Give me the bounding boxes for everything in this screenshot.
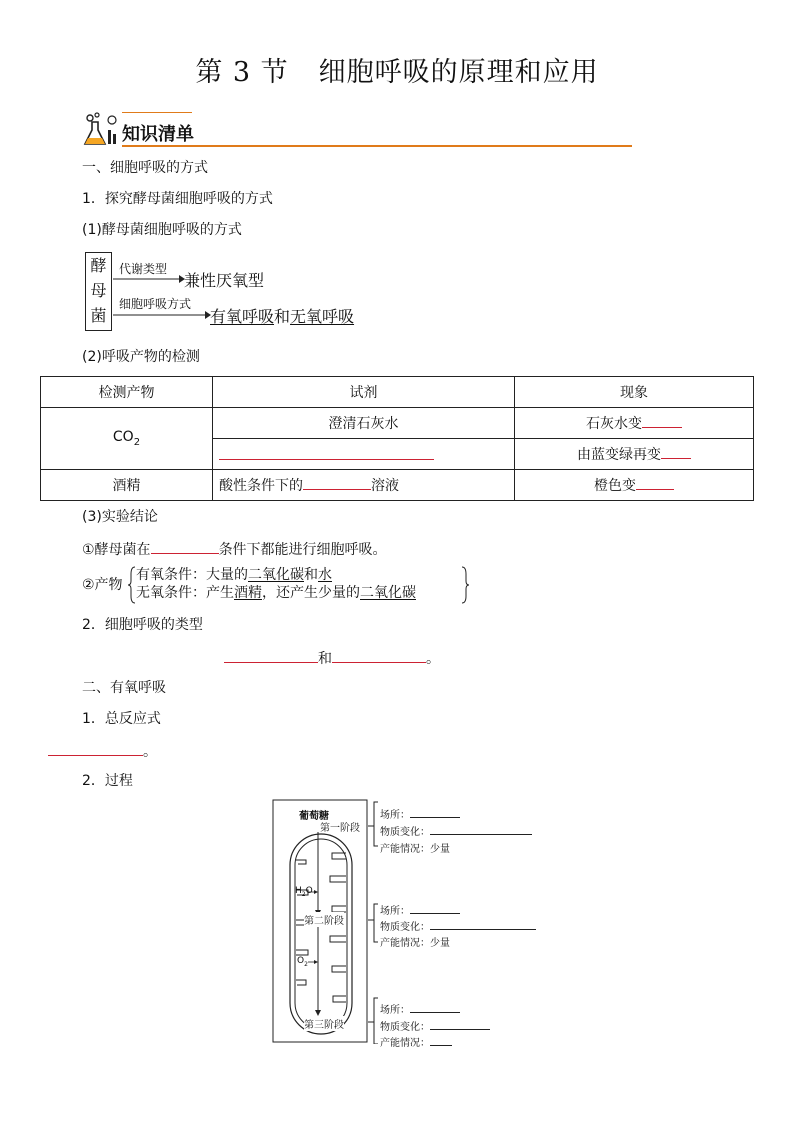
anaerobic-co2: 二氧化碳 <box>360 585 416 601</box>
o2-o: O <box>297 956 305 966</box>
reagent-blank-cell <box>213 439 515 470</box>
stage2-place <box>380 902 460 917</box>
fill-blank[interactable] <box>430 825 532 835</box>
stage1-label: 第一阶段 <box>320 823 360 834</box>
fill-blank[interactable] <box>410 904 460 914</box>
stage3-energy <box>380 1034 452 1049</box>
stage1-energy <box>380 840 450 855</box>
fill-blank[interactable] <box>410 808 460 818</box>
and-text: 和 <box>274 307 291 326</box>
place-label: 场所： <box>380 1005 410 1016</box>
section-name: 细胞呼吸的原理和应用 <box>318 57 599 88</box>
stage2-label: 第二阶段 <box>304 912 344 927</box>
fill-blank[interactable] <box>430 1020 490 1030</box>
arrow1-result: 兼性厌氧型 <box>184 271 265 290</box>
phenomenon-text: 由蓝变绿再变 <box>577 447 661 463</box>
arrow2-result <box>210 304 354 327</box>
left-brace-icon <box>128 566 136 604</box>
aerobic-water: 水 <box>318 567 332 583</box>
stage1-place <box>380 806 460 821</box>
fill-blank[interactable] <box>636 475 674 490</box>
co2-text: CO <box>112 429 134 446</box>
knowledge-banner <box>82 110 632 150</box>
aerobic-and: 和 <box>304 567 318 583</box>
fill-blank[interactable] <box>332 648 426 663</box>
anaerobic-mid: ，还产生少量的 <box>262 585 360 601</box>
alcohol-cell: 酒精 <box>41 470 213 501</box>
right-brace-icon <box>461 566 469 604</box>
fill-blank[interactable] <box>410 1003 460 1013</box>
energy-label: 产能情况： <box>380 938 430 949</box>
h2o-h: H <box>295 886 302 896</box>
banner-bottom-line <box>122 145 632 147</box>
period-text: 。 <box>426 651 440 667</box>
energy-label: 产能情况： <box>380 1038 430 1049</box>
phenomenon-cell <box>515 439 754 470</box>
table-row <box>41 470 754 501</box>
section-number: 第 3 节 <box>195 57 289 88</box>
reagent-text: 溶液 <box>371 478 399 494</box>
conclusion1-pre: ①酵母菌在 <box>82 542 151 558</box>
fill-blank[interactable] <box>661 444 691 459</box>
arrow1-label: 代谢类型 <box>119 262 168 276</box>
yeast-bracket <box>85 252 112 331</box>
table-header: 试剂 <box>213 377 515 408</box>
yeast-char-1: 酵 <box>90 256 107 275</box>
page-title <box>0 50 794 89</box>
anaerobic-respiration: 无氧呼吸 <box>290 307 355 326</box>
reagent-cell <box>213 470 515 501</box>
yeast-char-2: 母 <box>90 281 107 300</box>
banner-label: 知识清单 <box>122 124 194 145</box>
fill-blank[interactable] <box>219 445 434 460</box>
and-text: 和 <box>318 651 332 667</box>
banner-top-line <box>122 112 192 113</box>
stage1-change <box>380 823 532 838</box>
reaction-equation-line <box>48 741 157 761</box>
reagent-text: 酸性条件下的 <box>219 478 303 494</box>
table-header-row <box>41 377 754 408</box>
conclusion2-label: ②产物 <box>82 577 123 593</box>
place-label: 场所： <box>380 810 410 821</box>
section1-item1a: (1)酵母菌细胞呼吸的方式 <box>82 222 242 238</box>
section1-item1c: (3)实验结论 <box>82 509 158 525</box>
h2o-label <box>295 886 313 898</box>
co2-cell <box>41 408 213 470</box>
aerobic-respiration: 有氧呼吸 <box>210 307 275 326</box>
section2-heading: 二、有氧呼吸 <box>82 680 166 696</box>
h2o-o: O <box>305 886 313 896</box>
conclusion1 <box>82 539 387 559</box>
flask-icon <box>82 112 122 148</box>
stage3-place <box>380 1001 460 1016</box>
phenomenon-cell <box>515 408 754 439</box>
section1-item2: 2．细胞呼吸的类型 <box>82 617 203 633</box>
arrow2-label: 细胞呼吸方式 <box>119 297 192 311</box>
section2-item2: 2．过程 <box>82 773 133 789</box>
fill-blank[interactable] <box>430 1036 452 1046</box>
o2-label <box>297 956 308 968</box>
aerobic-pre: 有氧条件：大量的 <box>136 567 248 583</box>
anaerobic-condition <box>136 584 416 602</box>
anaerobic-alcohol: 酒精 <box>234 585 262 601</box>
fill-blank[interactable] <box>224 648 318 663</box>
change-label: 物质变化： <box>380 827 430 838</box>
detection-table <box>40 376 754 501</box>
fill-blank[interactable] <box>151 539 219 554</box>
phenomenon-text: 石灰水变 <box>586 416 642 432</box>
period-text: 。 <box>143 744 157 760</box>
mitochondrion-diagram <box>270 798 550 1049</box>
section2-item1: 1．总反应式 <box>82 711 161 727</box>
aerobic-co2: 二氧化碳 <box>248 567 304 583</box>
arrow2-icon <box>113 311 211 319</box>
h2o-sub: 2 <box>301 890 306 898</box>
glucose-label: 葡萄糖 <box>299 811 329 822</box>
energy-value: 少量 <box>430 844 450 855</box>
change-label: 物质变化： <box>380 922 430 933</box>
table-header: 检测产物 <box>41 377 213 408</box>
stage-brackets <box>368 798 380 1044</box>
o2-sub: 2 <box>304 960 308 968</box>
fill-blank[interactable] <box>430 920 536 930</box>
section1-item1b: (2)呼吸产物的检测 <box>82 349 200 365</box>
co2-subscript: 2 <box>133 436 141 448</box>
stage2-energy <box>380 934 450 949</box>
phenomenon-text: 橙色变 <box>594 478 636 494</box>
conclusion1-post: 条件下都能进行细胞呼吸。 <box>218 542 387 558</box>
fill-blank[interactable] <box>48 741 143 756</box>
change-label: 物质变化： <box>380 1022 430 1033</box>
yeast-char-3: 菌 <box>90 306 107 325</box>
respiration-types-line <box>224 648 440 668</box>
stage2-change <box>380 918 536 933</box>
place-label: 场所： <box>380 906 410 917</box>
energy-value: 少量 <box>430 938 450 949</box>
fill-blank[interactable] <box>303 475 371 490</box>
fill-blank[interactable] <box>642 413 682 428</box>
section1-item1: 1．探究酵母菌细胞呼吸的方式 <box>82 191 273 207</box>
section1-heading: 一、细胞呼吸的方式 <box>82 160 208 176</box>
energy-label: 产能情况： <box>380 844 430 855</box>
reagent-cell: 澄清石灰水 <box>213 408 515 439</box>
table-header: 现象 <box>515 377 754 408</box>
yeast-diagram <box>85 252 405 332</box>
stage3-label: 第三阶段 <box>304 1016 344 1031</box>
phenomenon-cell <box>515 470 754 501</box>
anaerobic-pre: 无氧条件：产生 <box>136 585 234 601</box>
stage3-change <box>380 1018 490 1033</box>
arrow1-icon <box>113 275 185 283</box>
table-row <box>41 408 754 439</box>
aerobic-condition <box>136 566 332 584</box>
